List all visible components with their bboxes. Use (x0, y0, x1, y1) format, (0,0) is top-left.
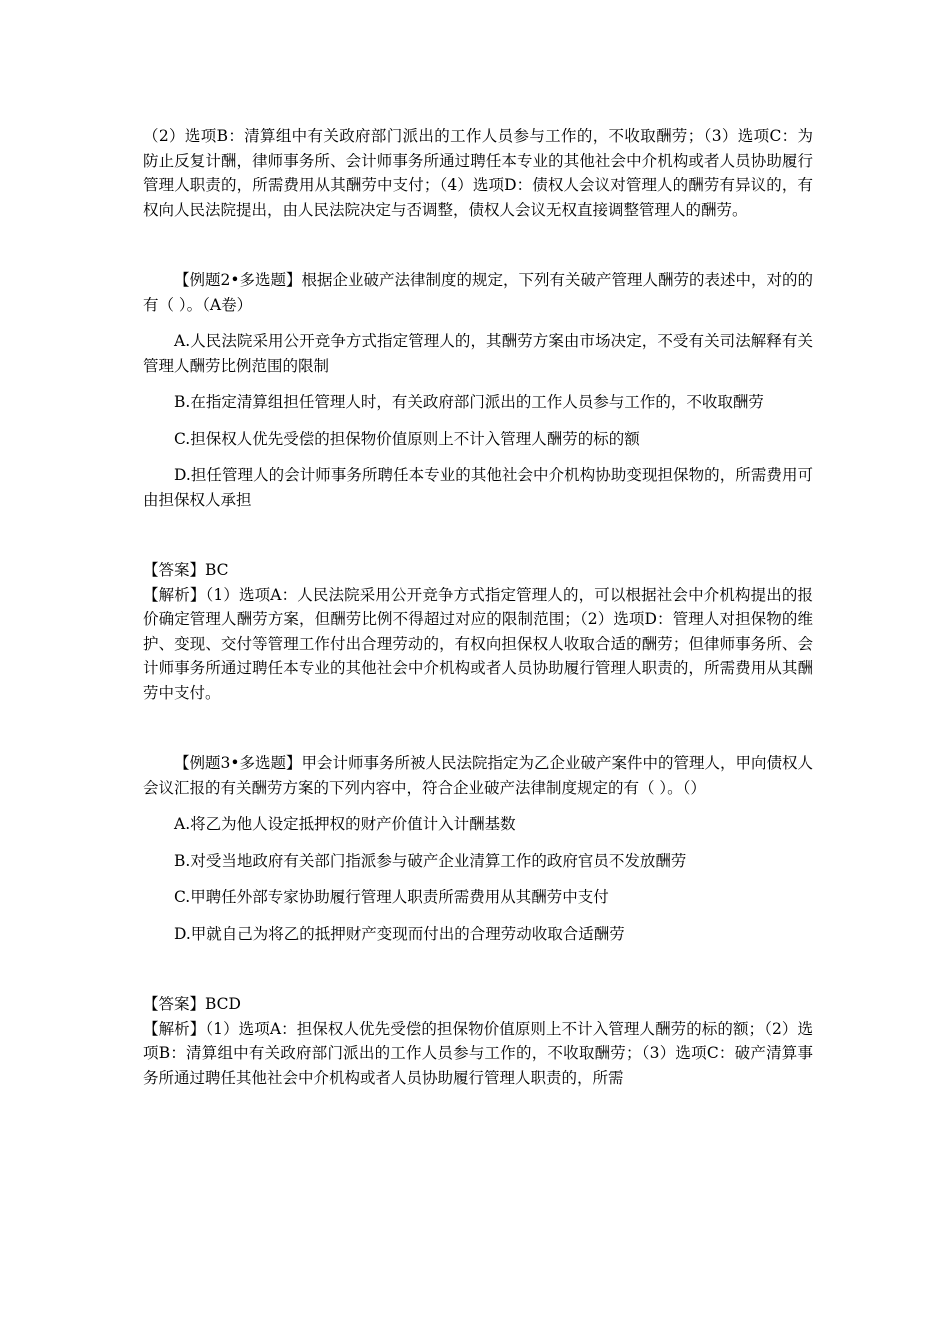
example-3-analysis: 【解析】（1）选项A：担保权人优先受偿的担保物价值原则上不计入管理人酬劳的标的额；（2）选项B：清算组中有关政府部门派出的工作人员参与工作的，不收取酬劳；（3）选项C：破产清算事务所通过聘任其他社会中介机构或者人员协助履行管理人职责的，所需 (143, 1019, 813, 1087)
example-2-option-b: B.在指定清算组担任管理人时，有关政府部门派出的工作人员参与工作的，不收取酬劳 (174, 393, 764, 411)
spacer (143, 946, 813, 992)
example-2-option-c: C.担保权人优先受偿的担保物价值原则上不计入管理人酬劳的标的额 (174, 429, 640, 448)
example-3-answer: 【答案】BCD (143, 995, 241, 1013)
spacer (143, 800, 813, 812)
example-2-option-a: A.人民法院采用公开竞争方式指定管理人的，其酬劳方案由市场决定，不受有关司法解释有关管理人酬劳比例范围的限制 (143, 332, 813, 375)
analysis-continuation: （2）选项B：清算组中有关政府部门派出的工作人员参与工作的，不收取酬劳；（3）选项C：为防止反复计酬，律师事务所、会计师事务所通过聘任本专业的其他社会中介机构或者人员协助履行管理人职责的，所需费用从其酬劳中支付；（4）选项D：债权人会议对管理人的酬劳有异议的，有权向人民法院提出，由人民法院决定与否调整，债权人会议无权直接调整管理人的酬劳。 (143, 127, 813, 219)
spacer (143, 222, 813, 268)
spacer (143, 512, 813, 558)
example-3-option-d: D.甲就自己为将乙的抵押财产变现而付出的合理劳动收取合适酬劳 (174, 924, 625, 943)
example-3-question: 【例题3•多选题】甲会计师事务所被人民法院指定为乙企业破产案件中的管理人，甲向债权人会议汇报的有关酬劳方案的下列内容中，符合企业破产法律制度规定的有（ ）。（） (143, 754, 814, 797)
example-2-question: 【例题2•多选题】根据企业破产法律制度的规定，下列有关破产管理人酬劳的表述中，对的的有（ ）。（A卷） (143, 271, 814, 314)
spacer (143, 317, 813, 329)
example-2-option-d: D.担任管理人的会计师事务所聘任本专业的其他社会中介机构协助变现担保物的，所需费用可由担保权人承担 (143, 466, 813, 509)
example-3-option-a: A.将乙为他人设定抵押权的财产价值计入计酬基数 (174, 815, 516, 833)
example-2-analysis: 【解析】（1）选项A：人民法院采用公开竞争方式指定管理人的，可以根据社会中介机构提出的报价确定管理人酬劳方案，但酬劳比例不得超过对应的限制范围；（2）选项D：管理人对担保物的维护、变现、交付等管理工作付出合理劳动的，有权向担保权人收取合适的酬劳；但律师事务所、会计师事务所通过聘任本专业的其他社会中介机构或者人员协助履行管理人职责的，所需费用从其酬劳中支付。 (143, 585, 813, 702)
example-2-answer: 【答案】BC (143, 561, 229, 579)
spacer (143, 705, 813, 751)
example-3-option-c: C.甲聘任外部专家协助履行管理人职责所需费用从其酬劳中支付 (174, 888, 609, 906)
example-3-option-b: B.对受当地政府有关部门指派参与破产企业清算工作的政府官员不发放酬劳 (174, 851, 687, 870)
document-page (143, 124, 813, 1090)
